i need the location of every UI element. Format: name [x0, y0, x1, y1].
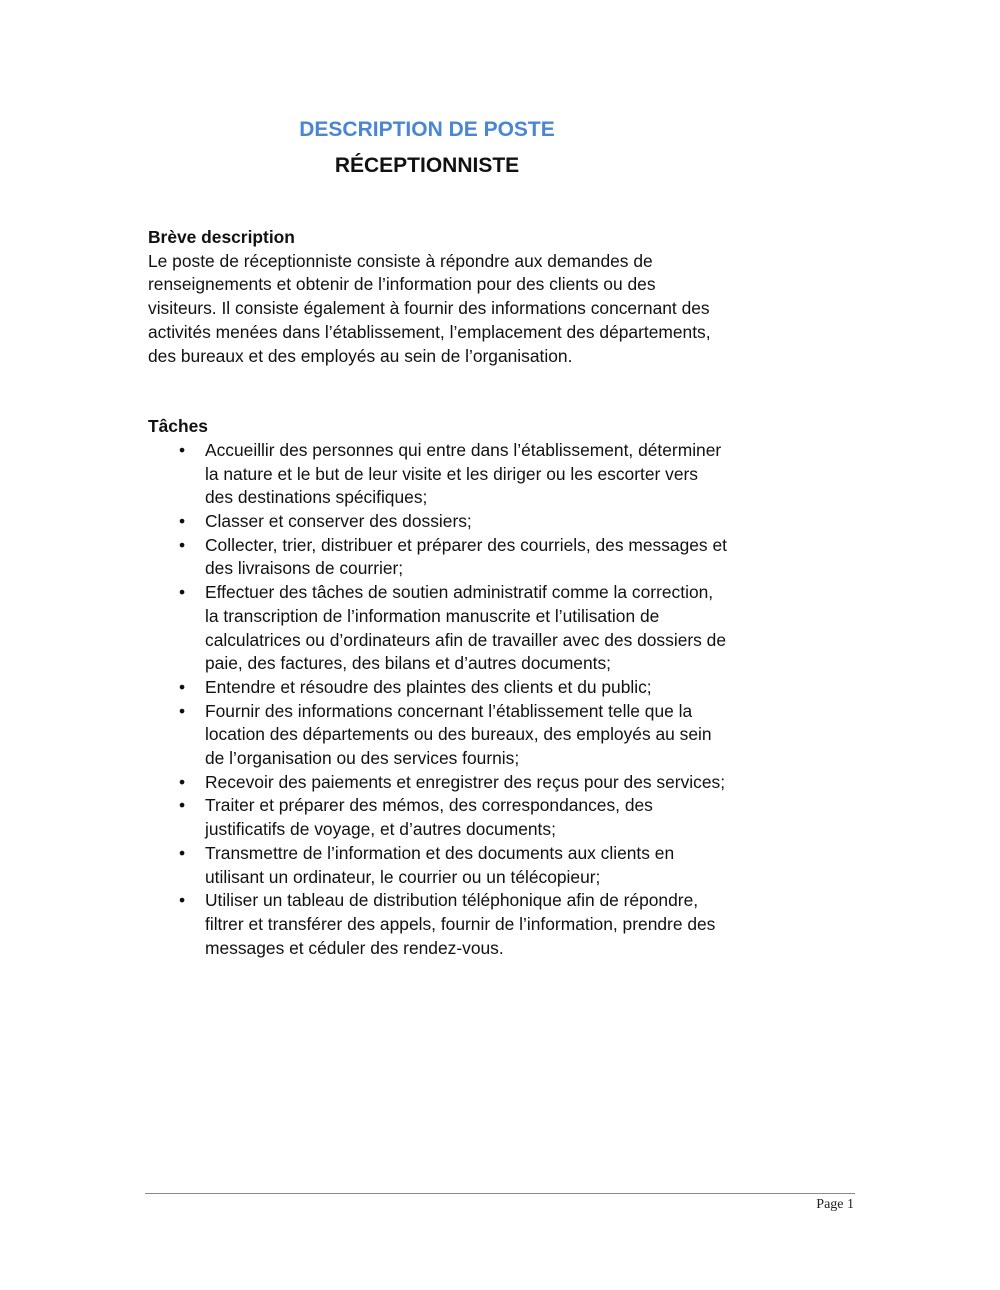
page-number: Page 1	[816, 1197, 854, 1212]
task-text: Recevoir des paiements et enregistrer des reçus pour des services;	[205, 771, 726, 792]
bullet-icon: •	[178, 534, 186, 555]
bullet-icon: •	[178, 842, 186, 863]
task-text: Collecter, trier, distribuer et préparer des courriels, des messages et des livraisons de courrier;	[205, 534, 727, 579]
bullet-icon: •	[178, 890, 186, 911]
summary-heading: Brève description	[148, 227, 295, 247]
task-item	[148, 700, 728, 771]
document-body	[148, 226, 728, 960]
task-text: Traiter et préparer des mémos, des correspondances, des justificatifs de voyage, et d’autres documents;	[205, 795, 653, 840]
task-list	[148, 439, 728, 960]
tasks-heading: Tâches	[148, 416, 208, 437]
title-block	[0, 116, 854, 180]
tasks-section	[148, 415, 728, 960]
task-text: Fournir des informations concernant l’établissement telle que la location des départements ou des bureaux, des employés au sein de l’organisation ou des services fournis;	[205, 700, 712, 769]
task-item	[148, 771, 728, 795]
task-text: Classer et conserver des dossiers;	[205, 511, 472, 532]
bullet-icon: •	[178, 582, 186, 603]
task-text: Transmettre de l’information et des documents aux clients en utilisant un ordinateur, le courrier ou un télécopieur;	[205, 842, 675, 887]
footer-divider	[145, 1193, 855, 1194]
task-item	[148, 842, 728, 889]
bullet-icon: •	[178, 771, 186, 792]
task-item	[148, 889, 728, 960]
bullet-icon: •	[178, 700, 186, 721]
summary-paragraph: Le poste de réceptionniste consiste à répondre aux demandes de renseignements et obtenir de l’information pour des clients ou des visiteurs. Il consiste également à fournir des informations concernant des activités menées dans l’établissement, l’emplacement des départements, des bureaux et des employés au sein de l’organisation.	[148, 250, 711, 366]
bullet-icon: •	[178, 511, 186, 532]
bullet-icon: •	[178, 439, 186, 460]
task-text: Utiliser un tableau de distribution téléphonique afin de répondre, filtrer et transférer des appels, fournir de l’information, prendre des messages et céduler des rendez-vous.	[205, 890, 716, 958]
task-text: Entendre et résoudre des plaintes des clients et du public;	[205, 676, 652, 697]
task-item	[148, 676, 728, 700]
task-item	[148, 510, 728, 534]
document-title: DESCRIPTION DE POSTE	[299, 118, 555, 141]
summary-section	[148, 226, 728, 368]
bullet-icon: •	[178, 676, 186, 697]
task-item	[148, 439, 728, 510]
bullet-icon: •	[178, 795, 186, 816]
task-text: Effectuer des tâches de soutien administratif comme la correction, la transcription de l’information manuscrite et l’utilisation de calculatrices ou d’ordinateurs afin de travailler avec des dossiers de paie, des factures, des bilans et d’autres documents;	[205, 582, 727, 674]
task-item	[148, 534, 728, 581]
task-item	[148, 794, 728, 841]
document-subtitle: RÉCEPTIONNISTE	[334, 154, 520, 177]
task-text: Accueillir des personnes qui entre dans l’établissement, déterminer la nature et le but de leur visite et les diriger ou les escorter vers des destinations spécifiques;	[205, 439, 722, 508]
task-item	[148, 581, 728, 676]
